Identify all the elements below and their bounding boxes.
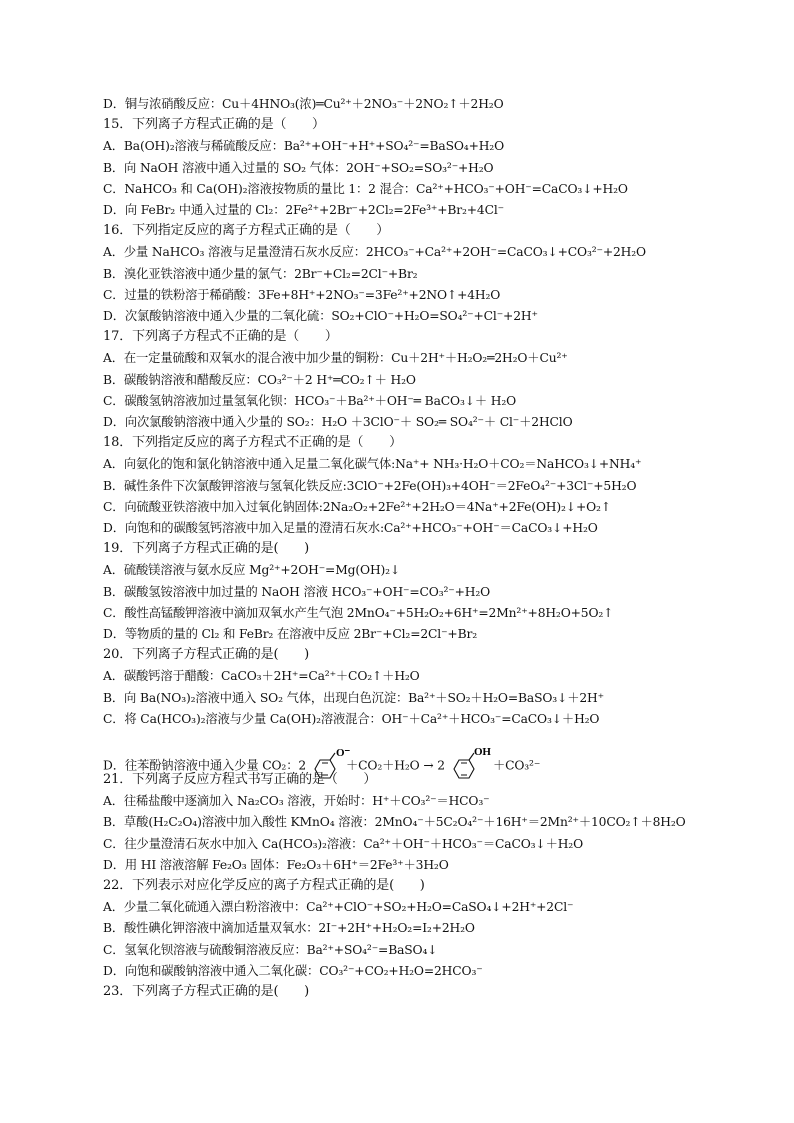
- answer-option: A．在一定量硫酸和双氧水的混合液中加少量的铜粉：Cu＋2H⁺＋H₂O₂═2H₂O＋Cu²⁺: [103, 351, 568, 366]
- question-stem: 17．下列离子方程式不正确的是（ ）: [103, 329, 338, 345]
- answer-option: B．溴化亚铁溶液中通少量的氯气：2Br⁻+Cl₂=2Cl⁻+Br₂: [103, 266, 418, 281]
- question-stem: 18．下列指定反应的离子方程式不正确的是（ ）: [103, 435, 402, 451]
- answer-option: B．向 Ba(NO₃)₂溶液中通入 SO₂ 气体，出现白色沉淀：Ba²⁺＋SO₂＋H₂O=BaSO₃↓＋2H⁺: [103, 690, 604, 705]
- answer-option: C．氢氧化钡溶液与硫酸铜溶液反应：Ba²⁺+SO₄²⁻=BaSO₄↓: [103, 942, 438, 957]
- answer-option: C．将 Ca(HCO₃)₂溶液与少量 Ca(OH)₂溶液混合：OH⁻＋Ca²⁺＋HCO₃⁻=CaCO₃↓＋H₂O: [103, 711, 600, 726]
- answer-option: A．Ba(OH)₂溶液与稀硫酸反应：Ba²⁺+OH⁻+H⁺+SO₄²⁻=BaSO₄+H₂O: [103, 139, 505, 154]
- answer-option: B．碳酸氢铵溶液中加过量的 NaOH 溶液 HCO₃⁻+OH⁻=CO₃²⁻+H₂O: [103, 584, 491, 599]
- answer-option: C．NaHCO₃ 和 Ca(OH)₂溶液按物质的量比 1：2 混合：Ca²⁺+HCO₃⁻+OH⁻=CaCO₃↓+H₂O: [103, 181, 628, 196]
- question-stem: 22．下列表示对应化学反应的离子方程式正确的是( ): [103, 878, 425, 893]
- question-stem: 19．下列离子方程式正确的是( ): [103, 541, 309, 557]
- answer-option: B．向 NaOH 溶液中通入过量的 SO₂ 气体：2OH⁻+SO₂=SO₃²⁻+H₂O: [103, 160, 494, 175]
- answer-option: D．向饱和的碳酸氢钙溶液中加入足量的澄清石灰水:Ca²⁺+HCO₃⁻+OH⁻＝CaCO₃↓+H₂O: [103, 521, 598, 535]
- answer-option: D．等物质的量的 Cl₂ 和 FeBr₂ 在溶液中反应 2Br⁻+Cl₂=2Cl⁻+Br₂: [103, 627, 477, 641]
- answer-option: D．向次氯酸钠溶液中通入少量的 SO₂：H₂O ＋3ClO⁻＋ SO₂═ SO₄²⁻＋ Cl⁻＋2HClO: [103, 415, 573, 429]
- answer-option: C．酸性高锰酸钾溶液中滴加双氧水产生气泡 2MnO₄⁻+5H₂O₂+6H⁺=2Mn²⁺+8H₂O+5O₂↑: [103, 605, 614, 620]
- question-stem: 15．下列离子方程式正确的是（ ）: [103, 117, 325, 133]
- answer-option: C．碳酸氢钠溶液加过量氢氧化钡：HCO₃⁻＋Ba²⁺＋OH⁻═ BaCO₃↓＋ H₂O: [103, 393, 517, 408]
- answer-option: C．向硫酸亚铁溶液中加入过氧化钠固体:2Na₂O₂+2Fe²⁺+2H₂O＝4Na⁺+2Fe(OH)₂↓+O₂↑: [103, 499, 611, 514]
- question-stem: 23．下列离子方程式正确的是( ): [103, 984, 309, 999]
- answer-option: C．往少量澄清石灰水中加入 Ca(HCO₃)₂溶液：Ca²⁺＋OH⁻＋HCO₃⁻＝CaCO₃↓＋H₂O: [103, 836, 584, 851]
- answer-option: A．碳酸钙溶于醋酸：CaCO₃＋2H⁺=Ca²⁺＋CO₂↑＋H₂O: [103, 669, 420, 684]
- phenoxide-structure: [306, 747, 351, 782]
- question-stem: 21．下列离子反应方程式书写正确的是（ ）: [103, 772, 377, 787]
- answer-option: A．少量 NaHCO₃ 溶液与足量澄清石灰水反应：2HCO₃⁻+Ca²⁺+2OH⁻=CaCO₃↓+CO₃²⁻+2H₂O: [103, 245, 646, 260]
- phenol-line-suffix: ＋CO₃²⁻: [492, 758, 541, 773]
- answer-option: A．往稀盐酸中逐滴加入 Na₂CO₃ 溶液，开始时：H⁺＋CO₃²⁻＝HCO₃⁻: [103, 794, 490, 809]
- oh-label: OH: [473, 746, 491, 758]
- answer-option: A．硫酸镁溶液与氨水反应 Mg²⁺+2OH⁻=Mg(OH)₂↓: [103, 563, 401, 578]
- answer-option: B．碱性条件下次氯酸钾溶液与氢氧化铁反应:3ClO⁻+2Fe(OH)₃+4OH⁻＝2FeO₄²⁻+3Cl⁻+5H₂O: [103, 478, 637, 493]
- phenol-line-prefix: D．往苯酚钠溶液中通入少量 CO₂：2: [103, 758, 307, 773]
- answer-option: D．用 HI 溶液溶解 Fe₂O₃ 固体：Fe₂O₃＋6H⁺＝2Fe³⁺＋3H₂O: [103, 857, 449, 872]
- answer-option: D．铜与浓硝酸反应：Cu＋4HNO₃(浓)═Cu²⁺＋2NO₃⁻＋2NO₂↑＋2H₂O: [103, 97, 504, 111]
- phenol-equation-line: [103, 746, 763, 780]
- answer-option: C．过量的铁粉溶于稀硝酸：3Fe+8H⁺+2NO₃⁻=3Fe²⁺+2NO↑+4H₂O: [103, 287, 501, 302]
- answer-option: D．向饱和碳酸钠溶液中通入二氧化碳：CO₃²⁻+CO₂+H₂O=2HCO₃⁻: [103, 963, 483, 978]
- answer-option: B．草酸(H₂C₂O₄)溶液中加入酸性 KMnO₄ 溶液：2MnO₄⁻＋5C₂O₄²⁻＋16H⁺＝2Mn²⁺＋10CO₂↑＋8H₂O: [103, 815, 686, 830]
- question-stem: 16．下列指定反应的离子方程式正确的是（ ）: [103, 223, 390, 239]
- answer-option: A．少量二氧化硫通入漂白粉溶液中：Ca²⁺+ClO⁻+SO₂+H₂O=CaSO₄↓+2H⁺+2Cl⁻: [103, 900, 574, 915]
- answer-option: D．向 FeBr₂ 中通入过量的 Cl₂：2Fe²⁺+2Br⁻+2Cl₂=2Fe³⁺+Br₂+4Cl⁻: [103, 203, 504, 217]
- answer-option: B．酸性碘化钾溶液中滴加适量双氧水：2I⁻+2H⁺+H₂O₂=I₂+2H₂O: [103, 921, 475, 936]
- o-minus-label: O⁻: [336, 747, 351, 759]
- answer-option: D．次氯酸钠溶液中通入少量的二氧化硫：SO₂+ClO⁻+H₂O=SO₄²⁻+Cl⁻+2H⁺: [103, 309, 538, 323]
- answer-option: A．向氨化的饱和氯化钠溶液中通入足量二氧化碳气体:Na⁺+ NH₃·H₂O＋CO₂＝NaHCO₃↓+NH₄⁺: [103, 457, 642, 472]
- answer-option: B．碳酸钠溶液和醋酸反应：CO₃²⁻＋2 H⁺═CO₂↑＋ H₂O: [103, 372, 416, 387]
- question-stem: 20．下列离子方程式正确的是( ): [103, 647, 309, 663]
- phenol-structure: [445, 746, 493, 782]
- phenol-line-mid: ＋CO₂＋H₂O → 2: [346, 758, 445, 773]
